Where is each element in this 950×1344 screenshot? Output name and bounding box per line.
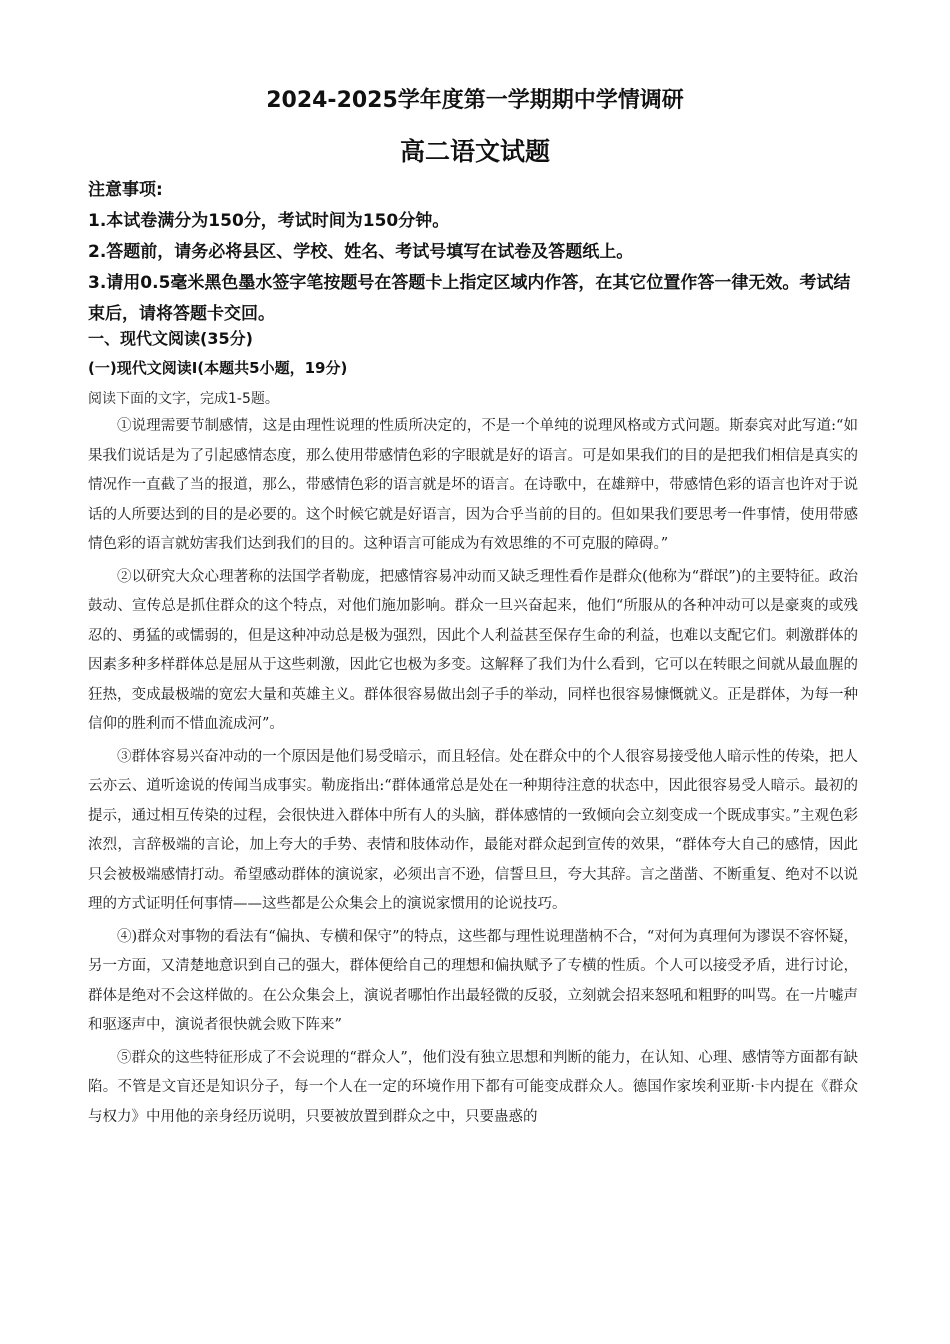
section-subheading: (一)现代文阅读I(本题共5小题，19分)	[88, 359, 348, 377]
notes-item-3: 3.请用0.5毫米黑色墨水签字笔按题号在答题卡上指定区域内作答，在其它位置作答一律无效。考试结束后，请将答题卡交回。	[88, 273, 851, 324]
notes-item-1: 1.本试卷满分为150分，考试时间为150分钟。	[88, 211, 450, 231]
passage-paragraph-4: ④)群众对事物的看法有“偏执、专横和保守”的特点，这些都与理性说理凿枘不合，“对何为真理何为谬误不容怀疑，另一方面，又清楚地意识到自己的强大，群体便给自己的理想和偏执赋予了专横的性质。个人可以接受矛盾，进行讨论，群体是绝对不会这样做的。在公众集会上，演说者哪怕作出最轻微的反驳，立刻就会招来怒吼和粗野的叫骂。在一片嘘声和驱逐声中，演说者很快就会败下阵来”	[88, 928, 858, 1033]
section-heading: 一、现代文阅读(35分)	[88, 329, 253, 348]
passage	[88, 412, 858, 1135]
notes-heading: 注意事项:	[88, 180, 163, 200]
passage-paragraph-2: ②以研究大众心理著称的法国学者勒庞，把感情容易冲动而又缺乏理性看作是群众(他称为“群氓”)的主要特征。政治鼓动、宣传总是抓住群众的这个特点，对他们施加影响。群众一旦兴奋起来，他们“所服从的各种冲动可以是豪爽的或残忍的、勇猛的或懦弱的，但是这种冲动总是极为强烈，因此个人利益甚至保存生命的利益，也难以支配它们。刺激群体的因素多种多样群体总是屈从于这些刺激，因此它也极为多变。这解释了我们为什么看到，它可以在转眼之间就从最血腥的狂热，变成最极端的宽宏大量和英雄主义。群体很容易做出刽子手的举动，同样也很容易慷慨就义。正是群体，为每一种信仰的胜利而不惜血流成河”。	[88, 568, 858, 732]
exam-title: 2024-2025学年度第一学期期中学情调研	[266, 88, 684, 113]
exam-subtitle: 高二语文试题	[399, 137, 550, 166]
passage-paragraph-3: ③群体容易兴奋冲动的一个原因是他们易受暗示，而且轻信。处在群众中的个人很容易接受他人暗示性的传染，把人云亦云、道听途说的传闻当成事实。勒庞指出:“群体通常总是处在一种期待注意的状态中，因此很容易受人暗示。最初的提示，通过相互传染的过程，会很快进入群体中所有人的头脑，群体感情的一致倾向会立刻变成一个既成事实。”主观色彩浓烈，言辞极端的言论，加上夸大的手势、表情和肢体动作，最能对群众起到宣传的效果，“群体夸大自己的感情，因此只会被极端感情打动。希望感动群体的演说家，必须出言不逊，信誓旦旦，夸大其辞。言之凿凿、不断重复、绝对不以说理的方式证明任何事情——这些都是公众集会上的演说家惯用的论说技巧。	[88, 748, 858, 912]
notes-block	[88, 175, 866, 330]
passage-paragraph-1: ①说理需要节制感情，这是由理性说理的性质所决定的，不是一个单纯的说理风格或方式问题。斯泰宾对此写道:“如果我们说话是为了引起感情态度，那么使用带感情色彩的字眼就是好的语言。可是如果我们的目的是把我们相信是真实的情况作一直截了当的报道，那么，带感情色彩的语言就是坏的语言。在诗歌中，在雄辩中，带感情色彩的语言也许对于说话的人所要达到的目的是必要的。这个时候它就是好语言，因为合乎当前的目的。但如果我们要思考一件事情，使用带感情色彩的语言就妨害我们达到我们的目的。这种语言可能成为有效思维的不可克服的障碍。”	[88, 418, 858, 552]
passage-paragraph-5: ⑤群众的这些特征形成了不会说理的“群众人”，他们没有独立思想和判断的能力，在认知、心理、感情等方面都有缺陷。不管是文盲还是知识分子，每一个人在一定的环境作用下都有可能变成群众人。德国作家埃利亚斯·卡内提在《群众与权力》中用他的亲身经历说明，只要被放置到群众之中，只要蛊惑的	[88, 1049, 858, 1125]
reading-instruction: 阅读下面的文字，完成1-5题。	[88, 391, 279, 407]
notes-item-2: 2.答题前，请务必将县区、学校、姓名、考试号填写在试卷及答题纸上。	[88, 242, 634, 262]
